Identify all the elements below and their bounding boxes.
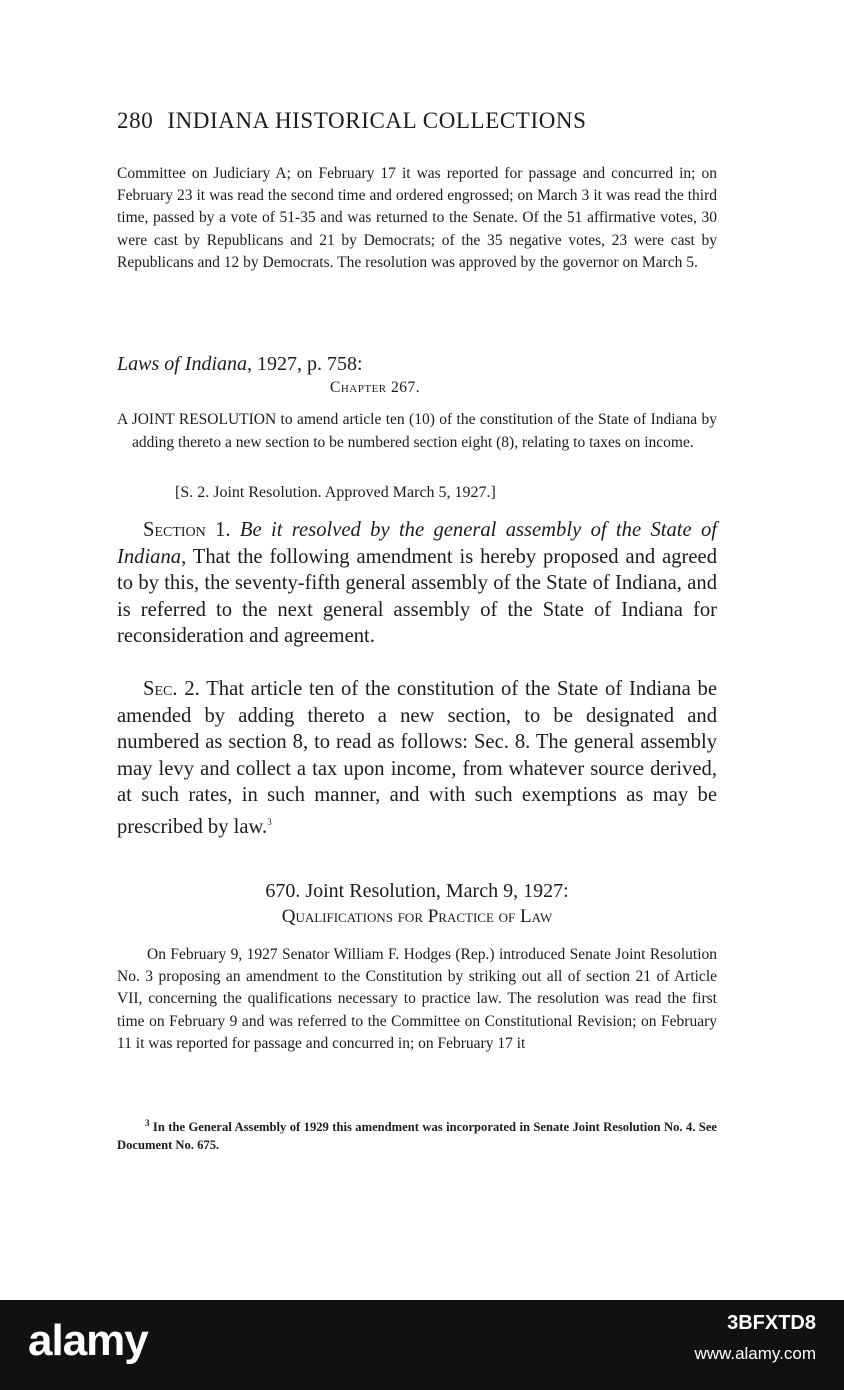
page-number: 280 bbox=[117, 108, 154, 133]
footnote-text: In the General Assembly of 1929 this amendment was incorporated in Senate Joint Resolution No. 4. See Document No. 675. bbox=[117, 1120, 717, 1153]
document-670-title-line2: Qualifications for Practice of Law bbox=[281, 906, 553, 927]
laws-citation-italic: Laws of Indiana, bbox=[117, 353, 253, 375]
document-670-title-line1: 670. Joint Resolution, March 9, 1927: bbox=[265, 880, 569, 902]
section-1-label: Section 1. bbox=[143, 519, 231, 541]
running-title: INDIANA HISTORICAL COLLECTIONS bbox=[167, 108, 587, 133]
section-2-footnote-mark: 3 bbox=[267, 816, 272, 827]
section-1-italic: Be it resolved by the general assembly of the State of Indiana, bbox=[117, 519, 717, 568]
document-670-title bbox=[117, 878, 717, 930]
section-2-text: That article ten of the constitution of the State of Indiana be amended by adding thereto a new section, to be designated and numbered as section 8, to read as follows: Sec. 8. The general assembly may levy and collect a tax upon income, from whatever source derived, at such rates, in such manner, and with such exemptions as may be prescribed by law. bbox=[117, 678, 717, 838]
laws-citation bbox=[117, 353, 363, 376]
chapter-heading: Chapter 267. bbox=[330, 379, 421, 396]
site-url: www.alamy.com bbox=[694, 1344, 816, 1363]
joint-resolution-text: A JOINT RESOLUTION to amend article ten (10) of the constitution of the State of Indiana by adding thereto a new section to be numbered section eight (8), relating to taxes on income. bbox=[117, 411, 717, 451]
alamy-logo: alamy bbox=[28, 1316, 148, 1365]
section-2 bbox=[117, 676, 717, 840]
image-id: 3BFXTD8 bbox=[727, 1312, 816, 1334]
footnote-mark: 3 bbox=[145, 1118, 150, 1128]
running-header bbox=[117, 108, 717, 134]
laws-citation-rest: 1927, p. 758: bbox=[252, 353, 363, 375]
section-1-text: That the following amendment is hereby proposed and agreed to by this, the seventy-fifth general assembly of the State of Indiana, and is referred to the next general assembly of the State of Indiana for reconsideration and agreement. bbox=[117, 545, 717, 648]
footnote bbox=[117, 1114, 717, 1154]
intro-paragraph: Committee on Judiciary A; on February 17 it was reported for passage and concurred in; on February 23 it was read the second time and ordered engrossed; on March 3 it was read the third time, passed by a vote of 51-35 and was returned to the Senate. Of the 51 affirmative votes, 30 were cast by Republicans and 21 by Democrats; of the 35 negative votes, 23 were cast by Republicans and 12 by Democrats. The resolution was approved by the governor on March 5. bbox=[117, 165, 717, 271]
section-1 bbox=[117, 517, 717, 650]
document-670-paragraph: On February 9, 1927 Senator William F. Hodges (Rep.) introduced Senate Joint Resolution No. 3 proposing an amendment to the Constitution by striking out all of section 21 of Article VII, concerning the qualifications necessary to practice law. The resolution was read the first time on February 9 and was referred to the Committee on Constitutional Revision; on February 11 it was reported for passage and concurred in; on February 17 it bbox=[117, 946, 717, 1052]
section-2-label: Sec. 2. bbox=[143, 678, 200, 700]
senate-reference: [S. 2. Joint Resolution. Approved March 5, 1927.] bbox=[175, 484, 496, 501]
